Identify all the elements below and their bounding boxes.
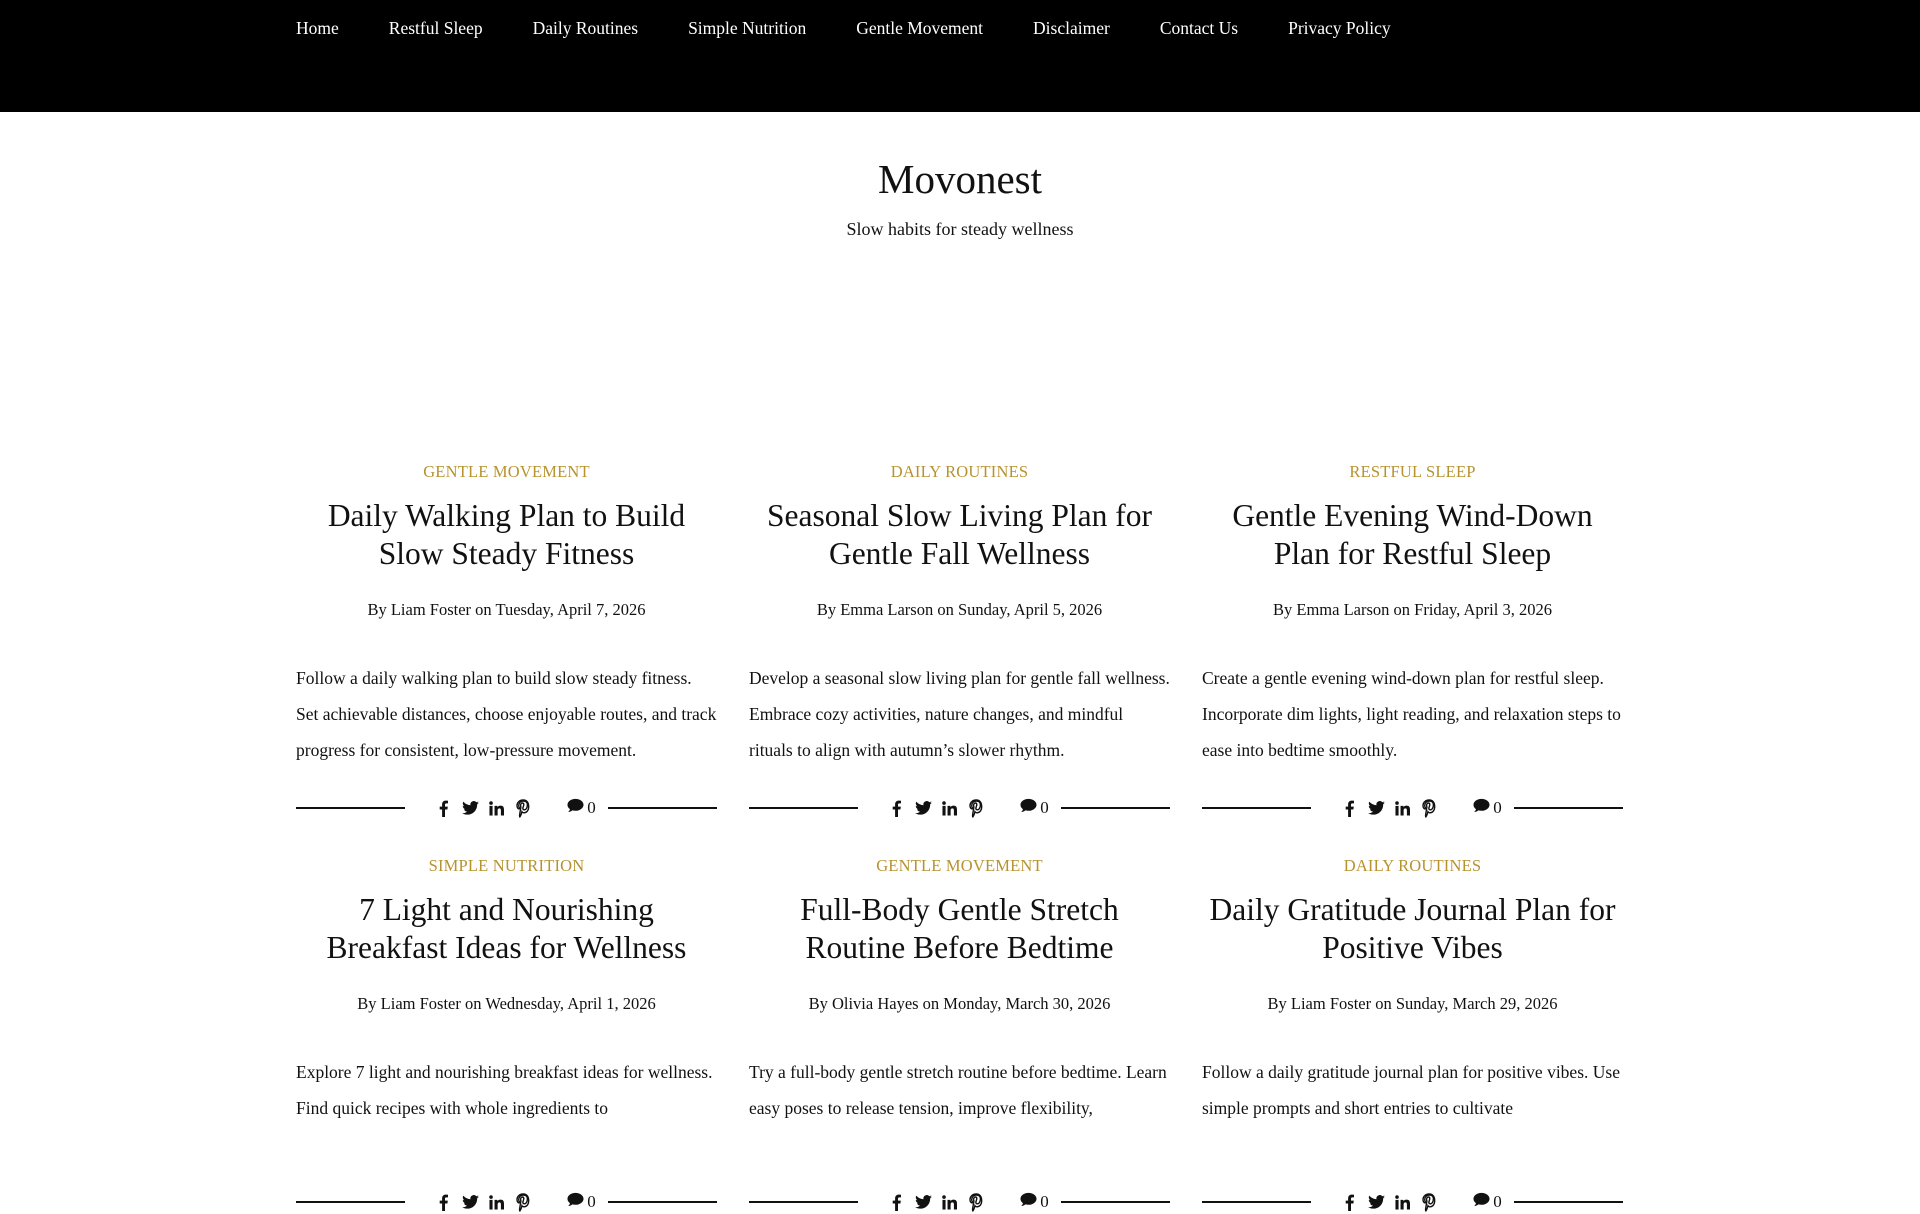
- post-card: [749, 462, 1170, 820]
- comments-link[interactable]: [1473, 798, 1502, 818]
- comment-icon: [567, 798, 584, 818]
- linkedin-icon[interactable]: [1394, 798, 1411, 818]
- post-excerpt: Follow a daily walking plan to build slow steady fitness. Set achievable distances, choose enjoyable routes, and track progress for consistent, low-pressure movement.: [296, 668, 717, 760]
- facebook-icon[interactable]: [1341, 1192, 1358, 1212]
- post-card: [1202, 462, 1623, 820]
- post-category-link[interactable]: GENTLE MOVEMENT: [876, 856, 1043, 875]
- twitter-icon[interactable]: [462, 1192, 479, 1212]
- post-title-link[interactable]: Seasonal Slow Living Plan for Gentle Fall Wellness: [767, 498, 1152, 571]
- divider-line-right: [1514, 807, 1623, 809]
- comment-icon: [1020, 798, 1037, 818]
- facebook-icon[interactable]: [888, 798, 905, 818]
- share-row: [296, 796, 717, 820]
- share-icons: [858, 1192, 1061, 1212]
- pinterest-icon[interactable]: [515, 798, 532, 818]
- post-category-link[interactable]: DAILY ROUTINES: [1343, 856, 1482, 875]
- comments-link[interactable]: [1020, 798, 1049, 818]
- nav-menu: [296, 0, 1624, 56]
- comment-count: 0: [587, 798, 596, 817]
- post-excerpt: Create a gentle evening wind-down plan for restful sleep. Incorporate dim lights, light reading, and relaxation steps to ease into bedtime smoothly.: [1202, 668, 1621, 760]
- post-title-link[interactable]: 7 Light and Nourishing Breakfast Ideas for Wellness: [326, 892, 687, 965]
- divider-line-right: [608, 1201, 717, 1203]
- divider-line-left: [1202, 807, 1311, 809]
- share-row: [296, 1190, 717, 1214]
- post-card: [1202, 856, 1623, 1214]
- linkedin-icon[interactable]: [488, 1192, 505, 1212]
- divider-line-right: [1061, 807, 1170, 809]
- post-card: [296, 462, 717, 820]
- post-meta: By Olivia Hayes on Monday, March 30, 2026: [808, 994, 1111, 1013]
- share-row: [749, 1190, 1170, 1214]
- comment-icon: [1473, 798, 1490, 818]
- divider-line-left: [296, 1201, 405, 1203]
- twitter-icon[interactable]: [1368, 1192, 1385, 1212]
- nav-item-daily-routines[interactable]: Daily Routines: [532, 18, 639, 38]
- comment-icon: [1020, 1192, 1037, 1212]
- comments-link[interactable]: [1473, 1192, 1502, 1212]
- post-card: [749, 856, 1170, 1214]
- comment-count: 0: [1040, 1192, 1049, 1211]
- facebook-icon[interactable]: [435, 1192, 452, 1212]
- twitter-icon[interactable]: [1368, 798, 1385, 818]
- divider-line-right: [608, 807, 717, 809]
- comments-link[interactable]: [1020, 1192, 1049, 1212]
- pinterest-icon[interactable]: [968, 798, 985, 818]
- comment-count: 0: [1040, 798, 1049, 817]
- post-category-link[interactable]: RESTFUL SLEEP: [1349, 462, 1476, 481]
- post-category-link[interactable]: DAILY ROUTINES: [890, 462, 1029, 481]
- divider-line-left: [1202, 1201, 1311, 1203]
- pinterest-icon[interactable]: [1421, 1192, 1438, 1212]
- comment-count: 0: [587, 1192, 596, 1211]
- post-meta: By Liam Foster on Sunday, March 29, 2026: [1267, 994, 1558, 1013]
- facebook-icon[interactable]: [888, 1192, 905, 1212]
- facebook-icon[interactable]: [435, 798, 452, 818]
- comment-count: 0: [1493, 798, 1502, 817]
- share-icons: [405, 798, 608, 818]
- post-meta: By Emma Larson on Sunday, April 5, 2026: [816, 600, 1103, 619]
- divider-line-right: [1061, 1201, 1170, 1203]
- nav-item-contact-us[interactable]: Contact Us: [1159, 18, 1239, 38]
- linkedin-icon[interactable]: [941, 798, 958, 818]
- post-meta: By Liam Foster on Wednesday, April 1, 2026: [357, 994, 656, 1013]
- share-icons: [1311, 1192, 1514, 1212]
- site-header: [0, 112, 1920, 372]
- post-meta: By Emma Larson on Friday, April 3, 2026: [1273, 600, 1552, 619]
- linkedin-icon[interactable]: [488, 798, 505, 818]
- nav-item-home[interactable]: Home: [296, 18, 339, 38]
- nav-item-restful-sleep[interactable]: Restful Sleep: [388, 18, 483, 38]
- share-icons: [1311, 798, 1514, 818]
- comment-icon: [1473, 1192, 1490, 1212]
- share-row: [1202, 796, 1623, 820]
- nav-item-simple-nutrition[interactable]: Simple Nutrition: [688, 18, 807, 38]
- divider-line-right: [1514, 1201, 1623, 1203]
- post-title-link[interactable]: Daily Gratitude Journal Plan for Positive Vibes: [1209, 892, 1616, 965]
- share-icons: [405, 1192, 608, 1212]
- post-excerpt: Try a full-body gentle stretch routine before bedtime. Learn easy poses to release tension, improve flexibility,: [749, 1062, 1167, 1118]
- post-excerpt: Explore 7 light and nourishing breakfast ideas for wellness. Find quick recipes with whole ingredients to: [296, 1062, 713, 1118]
- site-title[interactable]: Movonest: [878, 156, 1042, 202]
- post-card: [296, 856, 717, 1214]
- top-navigation: [0, 0, 1920, 112]
- post-category-link[interactable]: GENTLE MOVEMENT: [423, 462, 590, 481]
- divider-line-left: [749, 1201, 858, 1203]
- divider-line-left: [296, 807, 405, 809]
- post-title-link[interactable]: Full-Body Gentle Stretch Routine Before Bedtime: [800, 892, 1119, 965]
- pinterest-icon[interactable]: [1421, 798, 1438, 818]
- site-tagline: Slow habits for steady wellness: [846, 219, 1074, 239]
- post-category-link[interactable]: SIMPLE NUTRITION: [428, 856, 585, 875]
- post-grid: [296, 462, 1624, 1214]
- post-title-link[interactable]: Gentle Evening Wind-Down Plan for Restful Sleep: [1232, 498, 1593, 571]
- twitter-icon[interactable]: [915, 1192, 932, 1212]
- post-excerpt: Follow a daily gratitude journal plan for positive vibes. Use simple prompts and short entries to cultivate: [1202, 1062, 1620, 1118]
- twitter-icon[interactable]: [915, 798, 932, 818]
- comment-icon: [567, 1192, 584, 1212]
- nav-item-disclaimer[interactable]: Disclaimer: [1033, 18, 1110, 38]
- nav-item-gentle-movement[interactable]: Gentle Movement: [856, 18, 984, 38]
- divider-line-left: [749, 807, 858, 809]
- pinterest-icon[interactable]: [515, 1192, 532, 1212]
- twitter-icon[interactable]: [462, 798, 479, 818]
- share-row: [749, 796, 1170, 820]
- comments-link[interactable]: [567, 1192, 596, 1212]
- post-excerpt: Develop a seasonal slow living plan for gentle fall wellness. Embrace cozy activities, nature changes, and mindful rituals to align with autumn’s slower rhythm.: [749, 668, 1170, 760]
- comment-count: 0: [1493, 1192, 1502, 1211]
- comments-link[interactable]: [567, 798, 596, 818]
- post-title-link[interactable]: Daily Walking Plan to Build Slow Steady Fitness: [327, 498, 686, 571]
- share-icons: [858, 798, 1061, 818]
- pinterest-icon[interactable]: [968, 1192, 985, 1212]
- nav-item-privacy-policy[interactable]: Privacy Policy: [1288, 18, 1391, 38]
- facebook-icon[interactable]: [1341, 798, 1358, 818]
- linkedin-icon[interactable]: [941, 1192, 958, 1212]
- post-meta: By Liam Foster on Tuesday, April 7, 2026: [367, 600, 646, 619]
- linkedin-icon[interactable]: [1394, 1192, 1411, 1212]
- share-row: [1202, 1190, 1623, 1214]
